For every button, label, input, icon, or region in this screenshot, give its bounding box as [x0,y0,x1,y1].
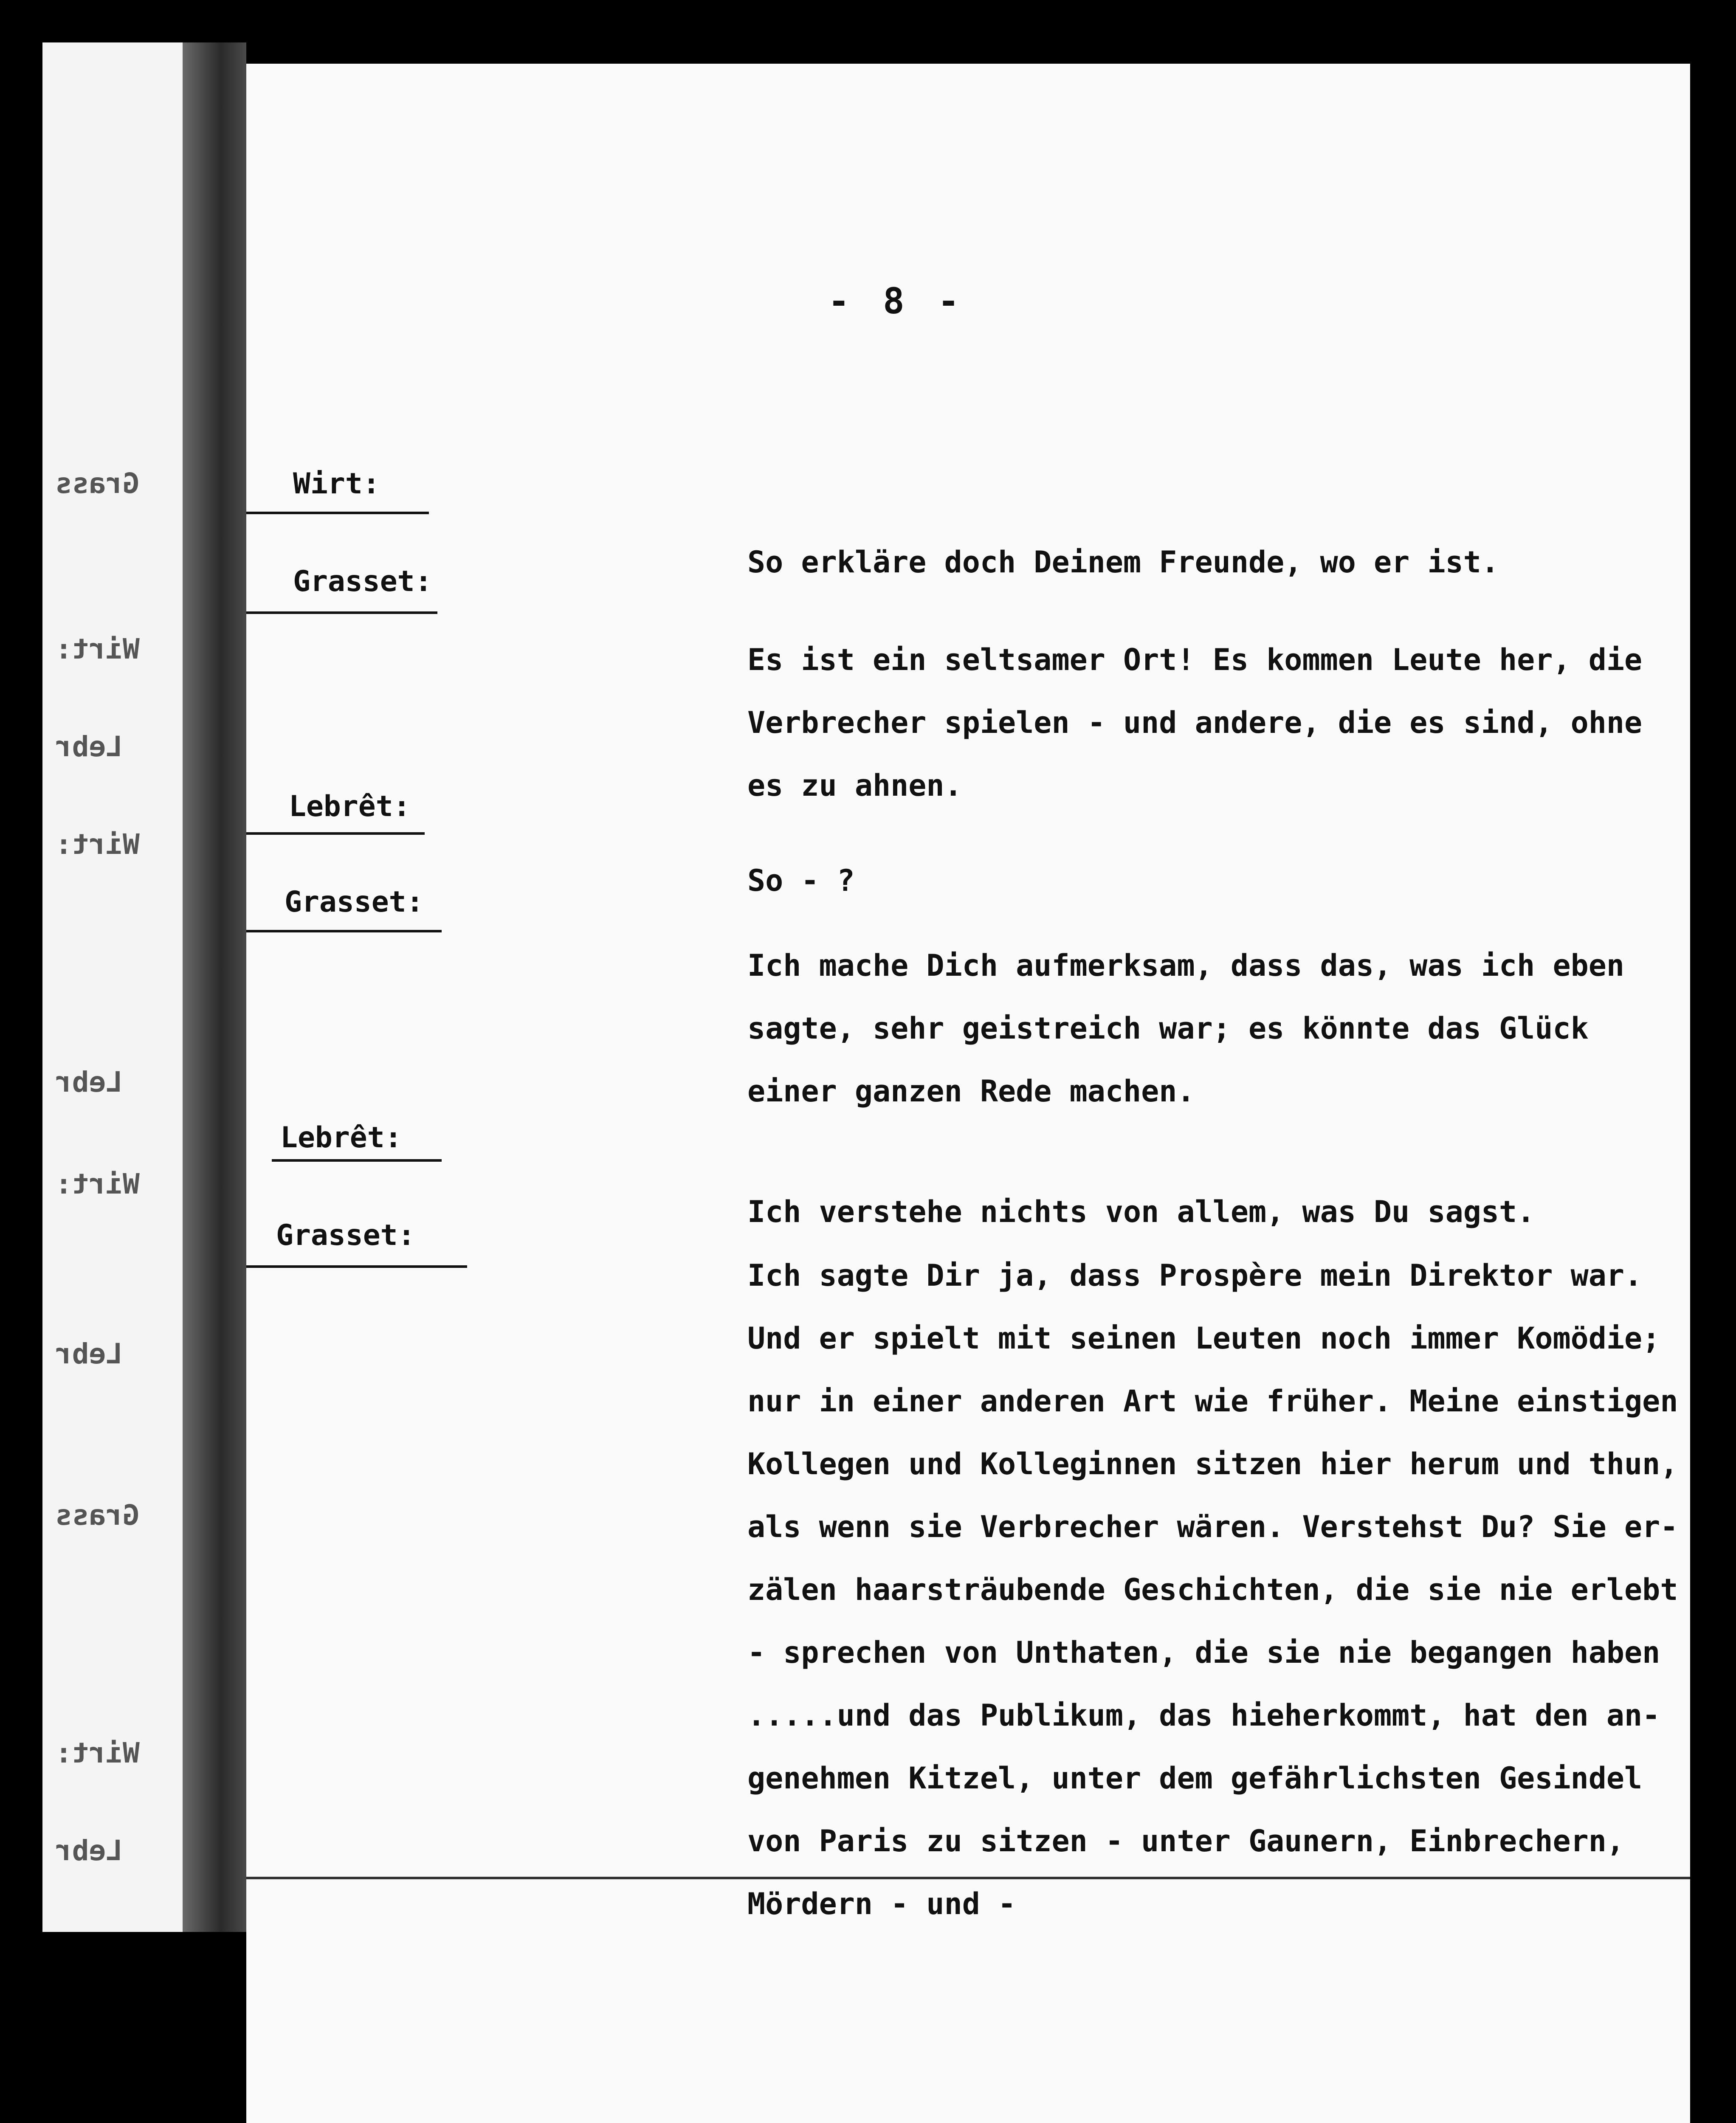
speech-line: Ich sagte Dir ja, dass Prospère mein Direktor war. [747,1258,1643,1293]
speech-line: Mördern - und - [747,1886,1016,1921]
mirrored-label: Wirt: [55,633,140,665]
speech-line: Ich mache Dich aufmerksam, dass das, was ich eben [747,948,1625,983]
speech-block [747,531,1724,594]
speech-line: - sprechen von Unthaten, die sie nie begangen haben [747,1635,1660,1670]
speech-line: So - ? [747,863,855,898]
mirrored-label: Wirt: [55,1737,140,1769]
mirrored-label: Lebr [55,1834,123,1867]
speech-line: Kollegen und Kolleginnen sitzen hier herum und thun, [747,1447,1678,1481]
page-number: - 8 - [828,280,965,322]
speech-line: von Paris zu sitzen - unter Gaunern, Einbrechern, [747,1824,1625,1858]
speech-block [747,628,1724,817]
binding-gutter [183,42,246,1932]
mirrored-label: Lebr [55,1337,123,1370]
speech-block [747,934,1724,1123]
speech-line: nur in einer anderen Art wie früher. Meine einstigen [747,1384,1678,1419]
speech-line: zälen haarsträubende Geschichten, die sie nie erlebt [747,1572,1678,1607]
speaker-label: Grasset: [285,885,424,919]
speaker-underline [246,832,425,835]
speaker-underline [246,512,429,514]
speaker-label: Grasset: [293,565,432,598]
mirrored-label: Lebr [55,730,123,763]
previous-page-strip [42,42,183,1932]
speaker-underline [246,930,442,932]
speech-line: sagte, sehr geistreich war; es könnte das Glück [747,1011,1589,1046]
mirrored-label: Lebr [55,1066,123,1098]
speaker-underline [246,1265,467,1268]
typescript-page [246,64,1690,2123]
speech-line: einer ganzen Rede machen. [747,1074,1195,1109]
speech-line: genehmen Kitzel, unter dem gefährlichsten Gesindel [747,1761,1643,1796]
speech-line: Verbrecher spielen - und andere, die es sind, ohne [747,705,1643,740]
speech-line: So erkläre doch Deinem Freunde, wo er ist. [747,545,1499,580]
speech-line: .....und das Publikum, das hieherkommt, hat den an- [747,1698,1660,1733]
speaker-label: Lebrêt: [280,1121,402,1154]
mirrored-label: Wirt: [55,1168,140,1200]
speech-line: Und er spielt mit seinen Leuten noch immer Komödie; [747,1321,1660,1356]
speech-block [747,1180,1724,1243]
speech-line: Ich verstehe nichts von allem, was Du sagst. [747,1194,1535,1229]
speaker-underline [272,1159,442,1162]
speech-block [747,1244,1724,1935]
speaker-label: Lebrêt: [289,790,411,823]
speech-line: es zu ahnen. [747,768,962,803]
scan-fold-line [246,1877,1690,1879]
speech-line: Es ist ein seltsamer Ort! Es kommen Leute her, die [747,642,1643,677]
speech-line: als wenn sie Verbrecher wären. Verstehst Du? Sie er- [747,1509,1678,1544]
speaker-underline [246,611,437,614]
speech-block [747,849,1724,912]
mirrored-label: Grass [55,1499,140,1532]
speaker-label: Grasset: [276,1219,415,1252]
mirrored-label: Wirt: [55,828,140,861]
speaker-label: Wirt: [293,467,380,501]
mirrored-label: Grass [55,467,140,500]
